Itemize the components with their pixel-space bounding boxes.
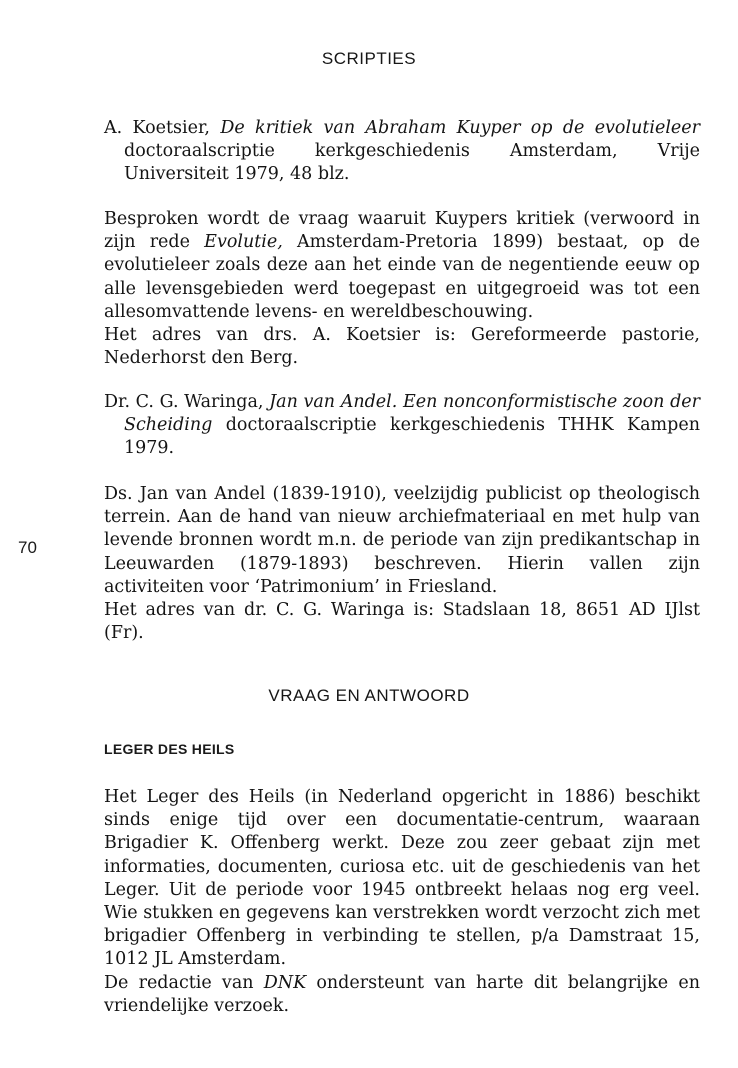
leger-p2-em: DNK — [263, 972, 307, 993]
waringa-title: Jan van Andel. Een nonconformistische zoon der Scheiding — [124, 392, 700, 436]
leger-des-heils-body — [104, 786, 700, 1018]
waringa-author: Dr. C. G. Waringa, — [104, 392, 264, 412]
page-number: 70 — [18, 538, 37, 557]
koetsier-summary — [104, 208, 700, 324]
leger-p2-b: ondersteunt van harte dit belangrijke en vriendelijke verzoek. — [104, 972, 700, 1016]
subsection-title-leger-des-heils: LEGER DES HEILS — [104, 741, 235, 757]
leger-paragraph-1: Het Leger des Heils (in Nederland opgericht in 1886) beschikt sinds enige tijd over een documentatie-centrum, waaraan Brigadier K. Offenberg werkt. Deze zou zeer gebaat zijn met informaties, documenten, curiosa etc. uit de geschiedenis van het Leger. Uit de periode voor 1945 ontbreekt helaas nog erg veel. Wie stukken en gegevens kan verstrekken wordt verzocht zich met brigadier Offenberg in verbinding te stellen, p/a Damstraat 15, 1012 JL Amsterdam. — [104, 787, 700, 970]
koetsier-citation — [104, 117, 700, 187]
koetsier-summary-a: Besproken wordt de vraag waaruit Kuypers kritiek (verwoord in zijn rede — [104, 209, 700, 253]
waringa-address: Het adres van dr. C. G. Waringa is: Stadslaan 18, 8651 AD IJlst (Fr). — [104, 600, 700, 644]
leger-paragraph-2 — [104, 972, 700, 1018]
koetsier-summary-block — [104, 208, 700, 370]
waringa-summary-block — [104, 483, 700, 645]
entry-koetsier — [104, 117, 700, 187]
leger-p2-a: De redactie van — [104, 972, 254, 993]
koetsier-details: doctoraalscriptie kerkgeschiedenis Amsterdam, Vrije Universiteit 1979, 48 blz. — [124, 141, 700, 185]
koetsier-summary-em: Evolutie, — [204, 232, 283, 253]
entry-waringa — [104, 391, 700, 461]
koetsier-title: De kritiek van Abraham Kuyper op de evolutieleer — [220, 118, 701, 138]
koetsier-author: A. Koetsier, — [104, 118, 210, 138]
waringa-citation — [104, 391, 700, 461]
koetsier-address: Het adres van drs. A. Koetsier is: Gereformeerde pastorie, Nederhorst den Berg. — [104, 325, 700, 369]
section-title-scripties: SCRIPTIES — [321, 49, 417, 68]
waringa-summary: Ds. Jan van Andel (1839-1910), veelzijdig publicist op theologisch terrein. Aan de hand van nieuw archiefmateriaal en met hulp van levende bronnen wordt m.n. de periode van zijn predikantschap in Leeuwarden (1879-1893) beschreven. Hierin vallen zijn activiteiten voor ‘Patrimonium’ in Friesland. — [104, 484, 700, 597]
koetsier-summary-b: Amsterdam-Pretoria 1899) bestaat, op de evolutieleer zoals deze aan het einde van de negentiende eeuw op alle levensgebieden werd toegepast en uitgegroeid was tot een allesomvattende levens- en wereldbeschouwing. — [104, 232, 700, 322]
waringa-details: doctoraalscriptie kerkgeschiedenis THHK Kampen 1979. — [124, 415, 700, 459]
section-title-vraag-en-antwoord: VRAAG EN ANTWOORD — [268, 686, 470, 705]
